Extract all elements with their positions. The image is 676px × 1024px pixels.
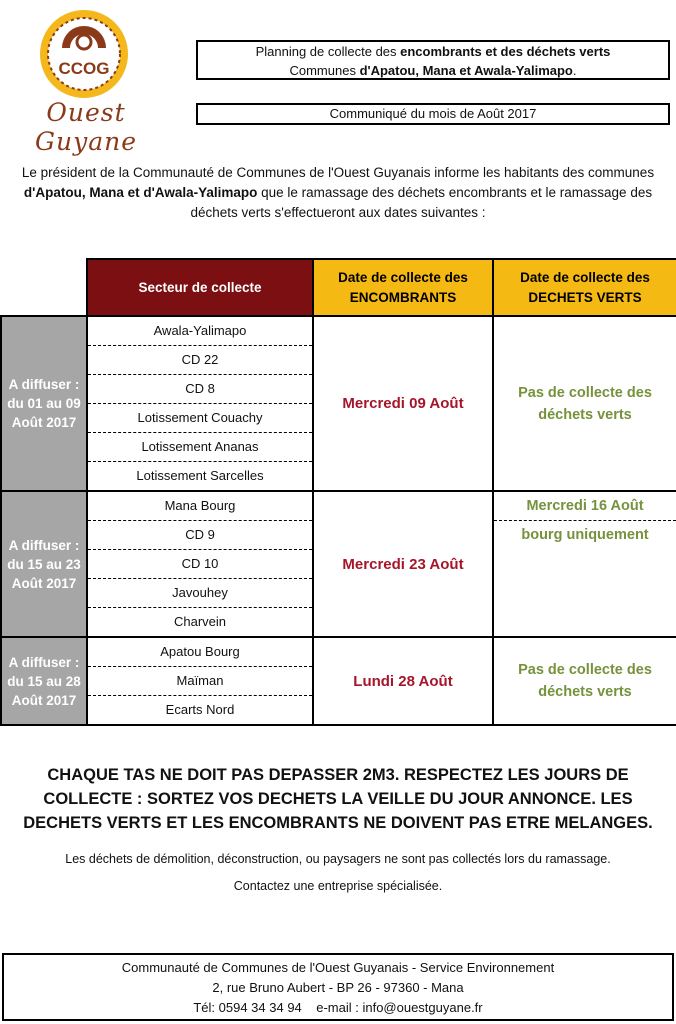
sector-item: Javouhey [88,579,312,608]
intro-line2-bold: d'Apatou, Mana et d'Awala-Yalimapo [23,185,258,200]
header-encombrants [313,259,493,316]
diff-line: Août 2017 [11,692,77,708]
header-line2-bold: d'Apatou, Mana et Awala-Yalimapo [359,63,573,78]
sector-item: Lotissement Couachy [88,404,312,433]
header-title-box [196,40,670,80]
sector-item: Mana Bourg [88,492,312,521]
footer-line-3 [4,998,672,1018]
header-line1-bold: encombrants et des déchets verts [400,44,611,59]
ccog-logo-icon [38,8,130,100]
header-enc-line2: ENCOMBRANTS [349,289,457,305]
warning-text [0,763,676,835]
sector-item: Charvein [173,614,227,629]
header-line2-plain: Communes [289,63,360,78]
diff-line: du 15 au 28 [7,673,81,689]
dv-line2: bourg uniquement [521,527,649,543]
sector-item: Apatou Bourg [88,638,312,667]
sector-item: CD 9 [88,521,312,550]
diffusion-period [1,637,87,725]
sector-item: CD 8 [88,375,312,404]
sector-item: Lotissement Sarcelles [136,468,264,483]
header-dechets-verts [493,259,676,316]
communique-box: Communiqué du mois de Août 2017 [196,103,670,125]
sector-item: Awala-Yalimapo [88,317,312,346]
sector-list [87,637,313,725]
dechets-verts-date [493,316,676,491]
table-row [1,491,676,637]
logo-acronym: CCOG [58,59,110,78]
encombrants-date-text: Lundi 28 Août [353,672,453,690]
intro-paragraph [0,163,676,223]
note-line-1: Les déchets de démolition, déconstruction, ou paysagers ne sont pas collectés lors du ramassage. [65,852,611,866]
intro-line-1: Le président de la Communauté de Communes de l'Ouest Guyanais informe les habitants des communes [21,165,655,180]
table-header-blank [1,259,87,316]
table-row [1,316,676,491]
dv-line2: déchets verts [538,684,632,700]
intro-line-3: déchets verts s'effectueront aux dates suivantes : [190,205,486,220]
diff-line: Août 2017 [11,575,77,591]
warning-line-3: DECHETS VERTS ET LES ENCOMBRANTS NE DOIVENT PAS ETRE MELANGES. [23,814,653,832]
logo-text: Ouest Guyane [35,98,137,156]
dv-line2: déchets verts [538,406,632,423]
header-dv-line1: Date de collecte des [520,269,650,285]
encombrants-date-text: Mercredi 23 Août [342,555,464,573]
diffusion-period [1,491,87,637]
header-dv-line2: DECHETS VERTS [528,289,642,305]
dechets-verts-date [493,491,676,637]
dechets-verts-date [493,637,676,725]
diffusion-period [1,316,87,491]
header-line1-plain: Planning de collecte des [255,44,401,59]
warning-line-2: COLLECTE : SORTEZ VOS DECHETS LA VEILLE DU JOUR ANNONCE. LES [43,790,633,808]
sector-list [87,316,313,491]
diff-line: A diffuser : [8,654,80,670]
header-line-2 [198,61,668,80]
header-sector: Secteur de collecte [87,259,313,316]
table-header-row [1,259,676,316]
encombrants-date-text: Mercredi 09 Août [342,395,464,412]
dv-line1: Mercredi 16 Août [494,492,676,521]
footer-line-2: 2, rue Bruno Aubert - BP 26 - 97360 - Mana [212,980,464,995]
intro-line-2 [0,183,676,203]
footer-phone: Tél: 0594 34 34 94 [193,1000,302,1015]
sector-item: CD 22 [88,346,312,375]
footer-email-link[interactable]: e-mail : info@ouestguyane.fr [316,1000,483,1015]
collection-schedule-table [0,258,676,726]
warning-line-1: CHAQUE TAS NE DOIT PAS DEPASSER 2M3. RESPECTEZ LES JOURS DE [47,766,629,784]
diff-line: du 01 au 09 [7,396,81,411]
table-row [1,637,676,725]
diff-line: A diffuser : [8,537,80,553]
footer-line-1: Communauté de Communes de l'Ouest Guyanais - Service Environnement [121,960,555,975]
sector-item: Maïman [88,667,312,696]
header-line2-end: . [572,63,577,78]
encombrants-date [313,316,493,491]
dv-line1: Pas de collecte des [518,662,652,678]
encombrants-date [313,491,493,637]
sector-item: Lotissement Ananas [88,433,312,462]
sector-item: Ecarts Nord [165,702,235,717]
encombrants-date [313,637,493,725]
diff-line: A diffuser : [8,377,80,392]
dv-line1: Pas de collecte des [518,384,652,401]
footer-contact-box [2,953,674,1021]
header-line-1 [198,42,668,61]
note-line-2: Contactez une entreprise spécialisée. [233,879,443,893]
diff-line: du 15 au 23 [7,556,81,572]
sector-item: CD 10 [88,550,312,579]
header-enc-line1: Date de collecte des [338,269,468,285]
intro-line2-plain: que le ramassage des déchets encombrants et le ramassage des [257,185,653,200]
diff-line: Août 2017 [11,415,77,430]
sector-list [87,491,313,637]
